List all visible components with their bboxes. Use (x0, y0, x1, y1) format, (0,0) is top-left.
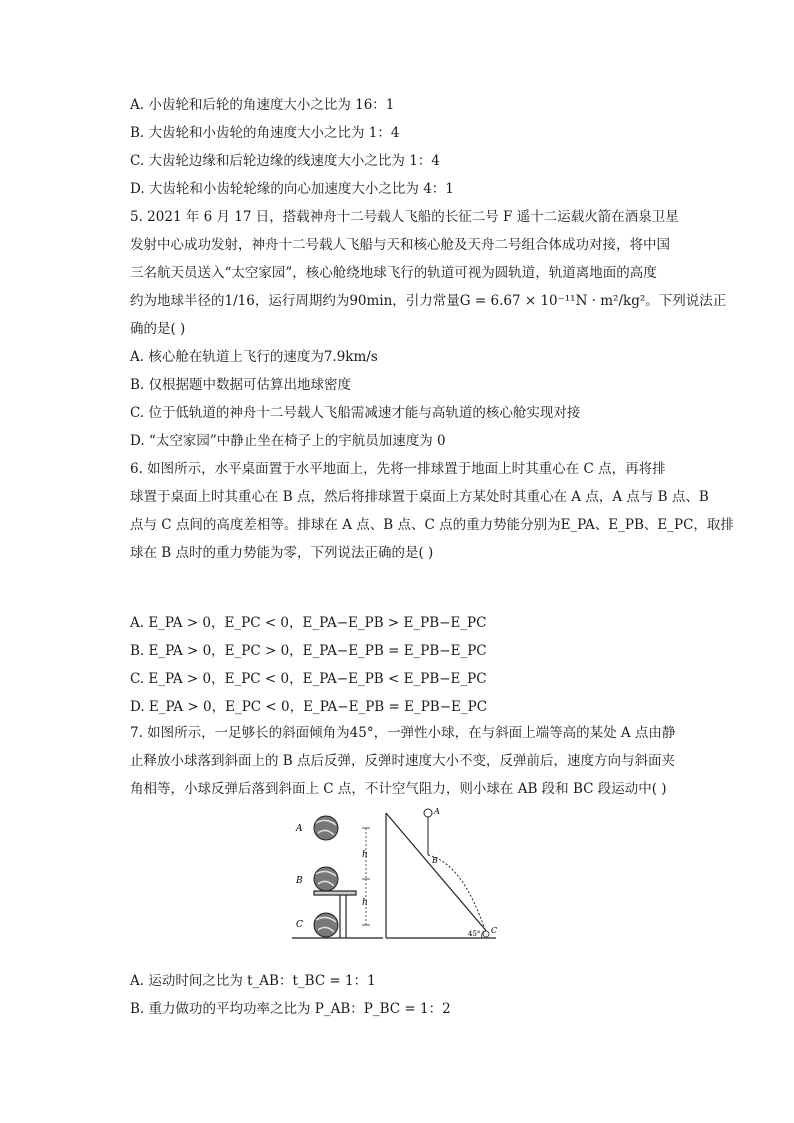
incline-label-a: A (434, 807, 440, 816)
incline-label-c: C (491, 926, 498, 935)
height-markers (362, 828, 370, 925)
q4-option-c: C. 大齿轮边缘和后轮边缘的线速度大小之比为 1：4 (130, 153, 440, 169)
volleyball-a (314, 816, 338, 840)
fig-label-b: B (296, 876, 303, 886)
q5-stem-line5: 确的是( ) (130, 321, 186, 337)
q6-stem-line2: 球置于桌面上时其重心在 B 点，然后将排球置于桌面上方某处时其重心在 A 点，A 点与 B 点、B (130, 489, 709, 505)
volleyball-b (314, 867, 338, 891)
q7-stem-line1: 7. 如图所示，一足够长的斜面倾角为45°，一弹性小球，在与斜面上端等高的某处 A 点由静 (130, 725, 676, 741)
q4-option-b: B. 大齿轮和小齿轮的角速度大小之比为 1：4 (130, 125, 400, 141)
q4-option-a: A. 小齿轮和后轮的角速度大小之比为 16：1 (130, 97, 395, 113)
volleyball-c (314, 913, 338, 937)
q5-option-b: B. 仅根据题中数据可估算出地球密度 (130, 377, 352, 393)
q6-option-a: A. E_PA > 0，E_PC < 0，E_PA−E_PB > E_PB−E_PC (130, 615, 487, 631)
fig-h-label-2: h (362, 898, 368, 908)
fig-h-label-1: h (362, 850, 368, 860)
q5-option-c: C. 位于低轨道的神舟十二号载人飞船需减速才能与高轨道的核心舱实现对接 (130, 405, 581, 421)
q6-stem-line3: 点与 C 点间的高度差相等。排球在 A 点、B 点、C 点的重力势能分别为E_PA、E_PB、E_PC，取排 (130, 517, 734, 533)
q4-option-d: D. 大齿轮和小齿轮轮缘的向心加速度大小之比为 4：1 (130, 181, 454, 197)
angle-label: 45° (468, 930, 481, 938)
q5-stem-line3: 三名航天员送入“太空家园”，核心舱绕地球飞行的轨道可视为圆轨道，轨道离地面的高度 (130, 265, 657, 281)
figure-volleyball-and-incline (288, 805, 498, 945)
q6-option-b: B. E_PA > 0，E_PC > 0，E_PA−E_PB = E_PB−E_PC (130, 643, 487, 659)
q5-stem-line4: 约为地球半径的1/16，运行周期约为90min，引力常量G = 6.67 × 10⁻¹¹N · m²/kg²。下列说法正 (130, 293, 727, 309)
q6-stem-line1: 6. 如图所示，水平桌面置于水平地面上，先将一排球置于地面上时其重心在 C 点，再将排 (130, 461, 666, 477)
q7-stem-line3: 角相等，小球反弹后落到斜面上 C 点，不计空气阻力，则小球在 AB 段和 BC 段运动中( ) (130, 781, 667, 797)
q5-stem-line1: 5. 2021 年 6 月 17 日，搭载神舟十二号载人飞船的长征二号 F 遥十二运载火箭在酒泉卫星 (130, 209, 679, 225)
ball-a-drop (424, 809, 432, 855)
q6-option-d: D. E_PA > 0，E_PC < 0，E_PA−E_PB = E_PB−E_PC (130, 699, 488, 715)
incline-label-b: B (432, 856, 438, 865)
q5-option-a: A. 核心舱在轨道上飞行的速度为7.9km/s (130, 349, 378, 365)
q5-stem-line2: 发射中心成功发射，神舟十二号载人飞船与天和核心舱及天舟二号组合体成功对接，将中国 (130, 237, 670, 253)
q7-option-a: A. 运动时间之比为 t_AB：t_BC = 1：1 (130, 973, 376, 989)
q7-stem-line2: 止释放小球落到斜面上的 B 点后反弹，反弹时速度大小不变，反弹前后，速度方向与斜面夹 (130, 753, 676, 769)
fig-label-a: A (296, 824, 303, 834)
fig-label-c: C (296, 920, 303, 930)
q7-option-b: B. 重力做功的平均功率之比为 P_AB：P_BC = 1：2 (130, 1001, 451, 1017)
q6-option-c: C. E_PA > 0，E_PC < 0，E_PA−E_PB < E_PB−E_PC (130, 671, 487, 687)
q5-option-d: D. “太空家园”中静止坐在椅子上的宇航员加速度为 0 (130, 433, 446, 449)
ball-c (483, 931, 489, 937)
incline (386, 813, 496, 938)
q6-stem-line4: 球在 B 点时的重力势能为零，下列说法正确的是( ) (130, 545, 434, 561)
